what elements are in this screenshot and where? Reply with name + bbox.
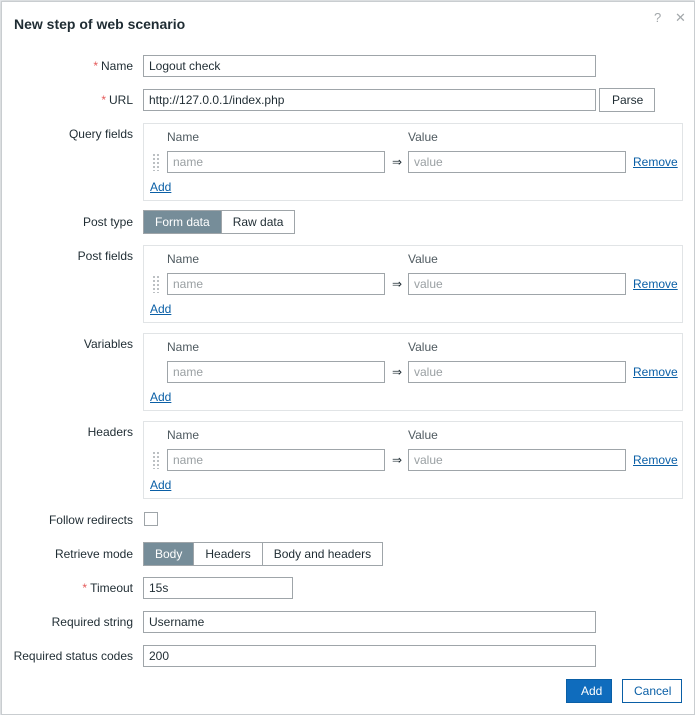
query-remove-link[interactable]: Remove [633, 155, 678, 169]
value-column-header: Value [408, 252, 438, 266]
required-marker: * [101, 93, 106, 107]
required-string-input[interactable] [143, 611, 596, 633]
variable-add-link[interactable]: Add [150, 390, 172, 404]
header-value-input[interactable] [408, 449, 626, 471]
retrieve-mode-label: Retrieve mode [54, 547, 133, 561]
post-add-link[interactable]: Add [150, 302, 172, 316]
name-column-header: Name [167, 428, 200, 442]
arrow-icon: ⇒ [392, 453, 403, 467]
name-column-header: Name [167, 252, 200, 266]
required-marker: * [93, 59, 98, 73]
value-column-header: Value [408, 130, 438, 144]
post-value-input[interactable] [408, 273, 626, 295]
timeout-label: * Timeout [82, 581, 133, 595]
help-icon[interactable]: ? [654, 10, 662, 25]
headers-label: Headers [87, 425, 133, 439]
post-fields-table [143, 245, 683, 323]
retrieve-mode-headers[interactable]: Headers [193, 543, 261, 565]
url-label: * URL [101, 93, 133, 107]
name-column-header: Name [167, 340, 200, 354]
retrieve-mode-toggle [143, 542, 383, 566]
query-fields-label: Query fields [68, 127, 133, 141]
post-type-label: Post type [82, 215, 133, 229]
query-fields-table [143, 123, 683, 201]
required-status-codes-label: Required status codes [13, 649, 133, 663]
add-button[interactable]: Add [566, 679, 612, 703]
required-string-label: Required string [51, 615, 133, 629]
arrow-icon: ⇒ [392, 365, 403, 379]
drag-handle-icon[interactable] [152, 275, 159, 293]
variable-name-input[interactable] [167, 361, 385, 383]
required-status-codes-input[interactable] [143, 645, 596, 667]
retrieve-mode-body[interactable]: Body [144, 543, 193, 565]
web-step-dialog [1, 1, 695, 715]
headers-table [143, 421, 683, 499]
follow-redirects-label: Follow redirects [48, 513, 133, 527]
url-input[interactable] [143, 89, 596, 111]
variables-table [143, 333, 683, 411]
name-column-header: Name [167, 130, 200, 144]
header-remove-link[interactable]: Remove [633, 453, 678, 467]
dialog-title: New step of web scenario [14, 16, 186, 32]
post-type-raw-data[interactable]: Raw data [221, 211, 295, 233]
name-input[interactable] [143, 55, 596, 77]
required-marker: * [82, 581, 88, 595]
drag-handle-icon[interactable] [152, 451, 159, 469]
value-column-header: Value [408, 428, 438, 442]
parse-button[interactable]: Parse [599, 88, 655, 112]
variable-remove-link[interactable]: Remove [633, 365, 678, 379]
header-add-link[interactable]: Add [150, 478, 172, 492]
post-type-form-data[interactable]: Form data [144, 211, 221, 233]
post-fields-label: Post fields [77, 249, 133, 263]
header-name-input[interactable] [167, 449, 385, 471]
arrow-icon: ⇒ [392, 155, 403, 169]
variables-label: Variables [83, 337, 133, 351]
variable-value-input[interactable] [408, 361, 626, 383]
value-column-header: Value [408, 340, 438, 354]
name-label: * Name [93, 59, 133, 73]
query-name-input[interactable] [167, 151, 385, 173]
post-type-toggle [143, 210, 295, 234]
follow-redirects-checkbox[interactable] [144, 512, 158, 526]
cancel-button[interactable]: Cancel [622, 679, 682, 703]
post-remove-link[interactable]: Remove [633, 277, 678, 291]
query-add-link[interactable]: Add [150, 180, 172, 194]
arrow-icon: ⇒ [392, 277, 403, 291]
timeout-input[interactable] [143, 577, 293, 599]
close-icon[interactable]: ✕ [675, 10, 686, 25]
drag-handle-icon[interactable] [152, 153, 159, 171]
retrieve-mode-body-and-headers[interactable]: Body and headers [262, 543, 382, 565]
query-value-input[interactable] [408, 151, 626, 173]
post-name-input[interactable] [167, 273, 385, 295]
